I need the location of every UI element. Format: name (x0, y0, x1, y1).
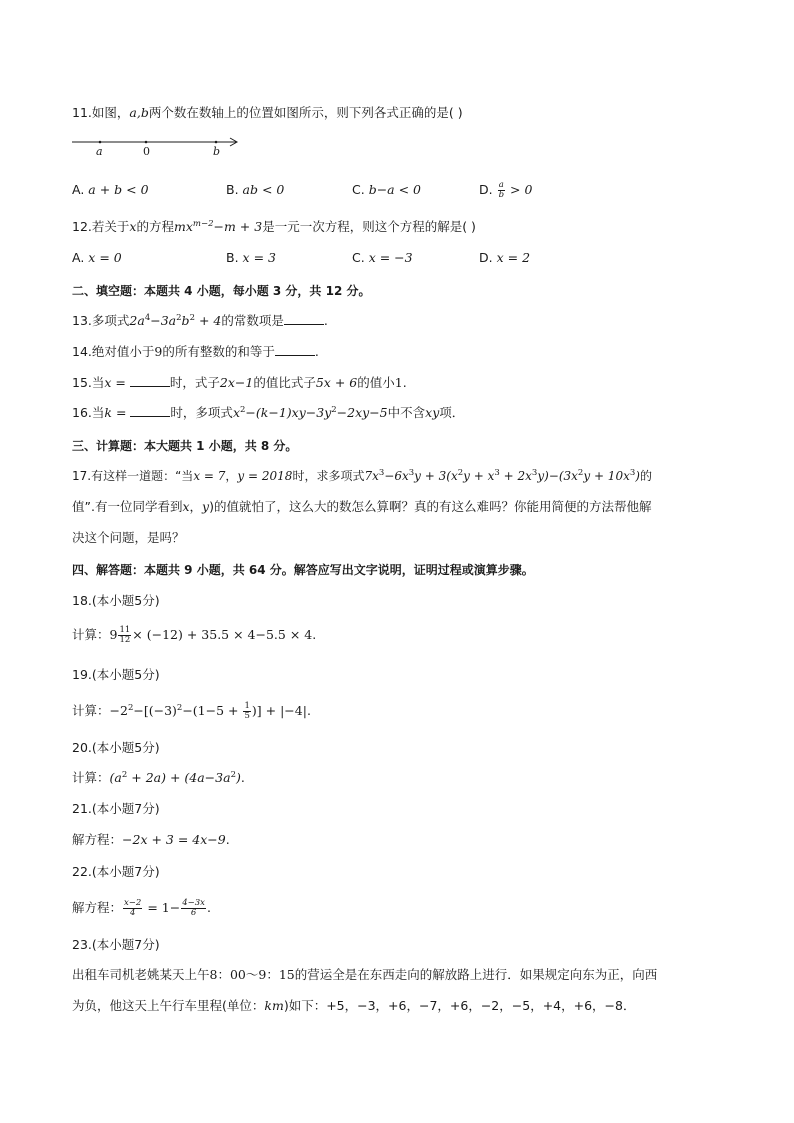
question-21-header: 21.(本小题7分) (72, 801, 160, 816)
question-20: 计算：$(a^2 + 2a) + (4a-3a^2)$. (72, 770, 245, 785)
q11-option-d: D. $\frac{a}{b}$ > 0 (479, 180, 533, 200)
q11-option-a: A. a + b < 0 (72, 182, 149, 197)
answer-blank[interactable] (284, 312, 324, 325)
point-a (99, 141, 102, 144)
answer-blank[interactable] (275, 343, 315, 356)
q11-option-c: C. b−a < 0 (352, 182, 421, 197)
question-23-line-2: 为负，他这天上午行车里程(单位：km)如下：+5，−3，+6，−7，+6，−2，−5，+4，+6，−8． (72, 998, 636, 1013)
axis-label-zero: 0 (143, 145, 150, 158)
axis-label-a: a (96, 145, 103, 158)
question-19: 计算：$-2^2-[(-3)^2-(1-5$ + $\frac{1}{5}$ )] + |−4|. (72, 701, 311, 721)
question-13: 13.多项式$2a^4-3a^2b^2 + 4$的常数项是 . (72, 313, 328, 328)
question-21: 解方程：−2x + 3 = 4x−9. (72, 832, 230, 847)
text: 两个数在数轴上的位置如图所示，则下列各式正确的是( ) (148, 105, 463, 120)
question-20-header: 20.(本小题5分) (72, 740, 160, 755)
point-b (215, 141, 218, 144)
answer-blank[interactable] (130, 404, 170, 417)
question-17-line-1: 17.有这样一道题：“当x = 7，y = 2018时，求多项式$7x^3-6x^3y + 3(x^2y + x^3 + 2x^3y)-(3x^2y + 10x^3)$的 (72, 468, 652, 483)
question-17-line-2: 值”.有一位同学看到x，y)的值就怕了，这么大的数怎么算啊？真的有这么难吗？你能用简便的方法帮他解 (72, 499, 652, 514)
question-15: 15.当x = 时，式子2x−1的值比式子5x + 6的值小1. (72, 375, 407, 390)
section-4-heading: 四、解答题：本题共 9 小题，共 64 分。解答应写出文字说明，证明过程或演算步骤。 (72, 563, 534, 577)
question-14: 14.绝对值小于9的所有整数的和等于 . (72, 344, 319, 359)
question-22-header: 22.(本小题7分) (72, 864, 160, 879)
question-23-header: 23.(本小题7分) (72, 937, 160, 952)
question-18-header: 18.(本小题5分) (72, 593, 160, 608)
question-11 (72, 104, 463, 122)
section-3-heading: 三、计算题：本大题共 1 小题，共 8 分。 (72, 439, 298, 453)
q12-option-c: C. x = −3 (352, 250, 413, 265)
question-16: 16.当k = 时，多项式$x^2-(k-1)xy-3y^2-2xy-5$中不含xy项． (72, 405, 465, 420)
math: a,b (129, 105, 149, 120)
question-12: 12.若关于x的方程$mx^{m-2}-m + 3$是一元一次方程，则这个方程的解是( ) (72, 219, 476, 234)
axis-label-b: b (213, 145, 221, 158)
q11-option-b: B. ab < 0 (226, 182, 285, 197)
question-17-line-3: 决这个问题，是吗？ (72, 530, 185, 545)
question-19-header: 19.(本小题5分) (72, 667, 160, 682)
section-2-heading: 二、填空题：本题共 4 小题，每小题 3 分，共 12 分。 (72, 284, 371, 298)
q12-option-b: B. x = 3 (226, 250, 276, 265)
question-number: 11. (72, 105, 92, 120)
q12-option-d: D. x = 2 (479, 250, 531, 265)
question-18: 计算：9 $\frac{11}{12}$ × (−12) + 35.5 × 4−5.5 × 4. (72, 625, 317, 645)
question-22: 解方程： $\frac{x-2}{4}$ = 1− $\frac{4-3x}{6}$ . (72, 898, 211, 918)
answer-blank[interactable] (130, 374, 170, 387)
point-zero (145, 141, 148, 144)
question-23-line-1: 出租车司机老姚某天上午8：00～9：15的营运全是在东西走向的解放路上进行．如果规定向东为正，向西 (72, 967, 658, 982)
q12-option-a: A. x = 0 (72, 250, 122, 265)
text: 如图， (91, 105, 130, 120)
